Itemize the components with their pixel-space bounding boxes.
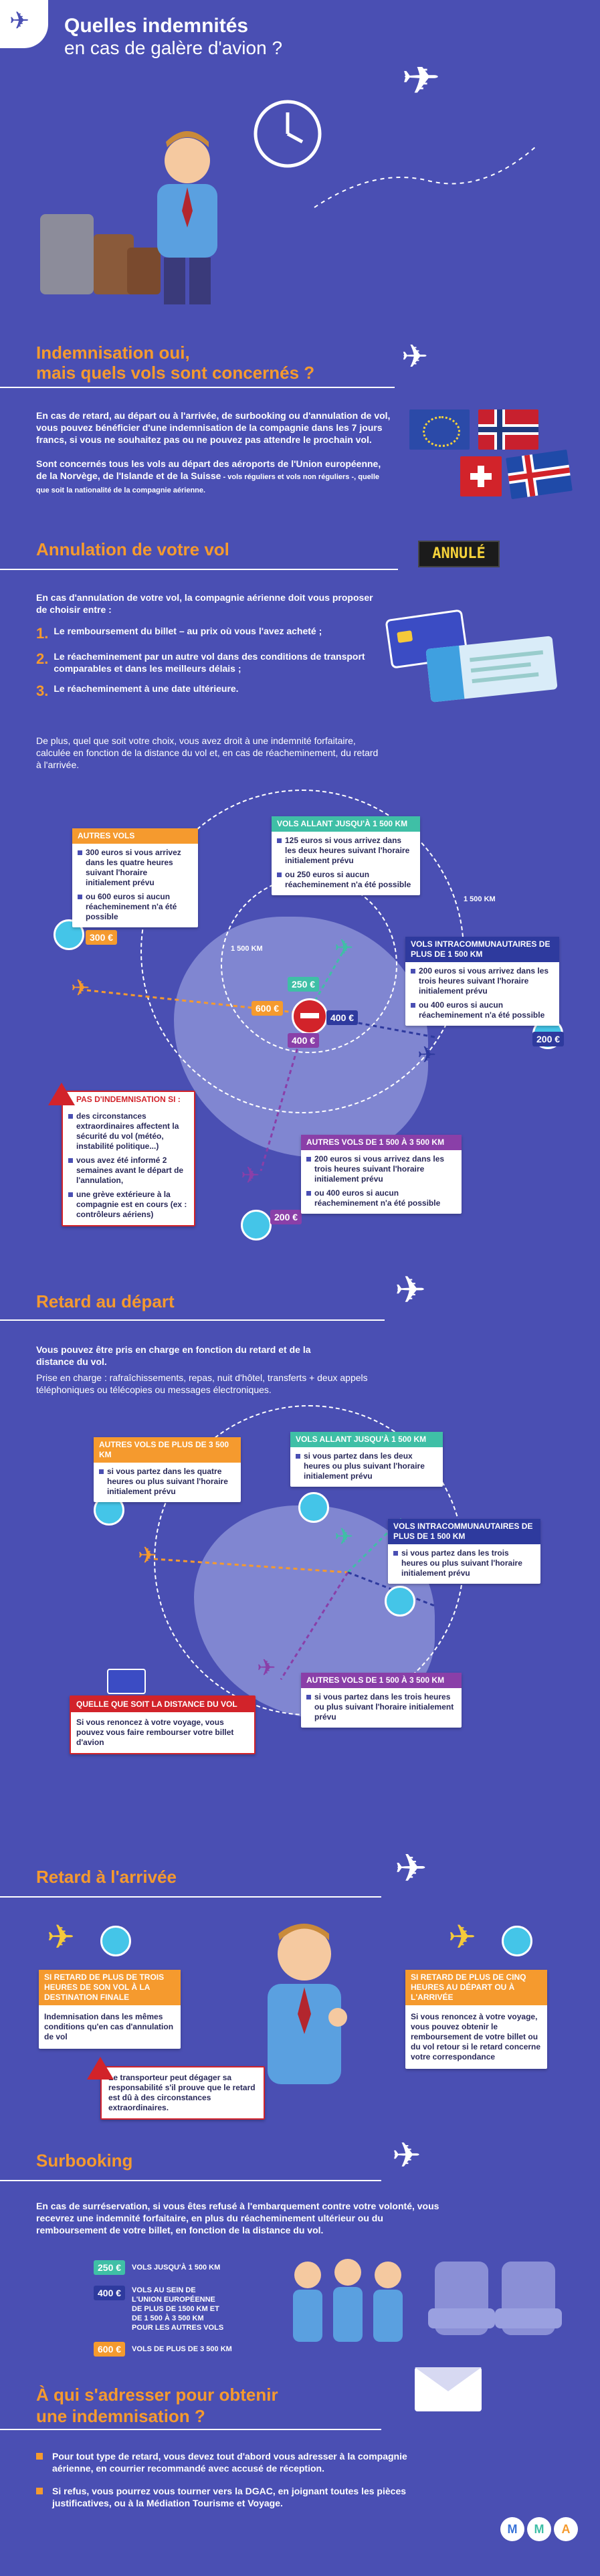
box-title: SI RETARD DE PLUS DE TROIS HEURES DE SON VOL À LA DESTINATION FINALE (39, 1970, 181, 2005)
section2-title: Annulation de votre vol (36, 539, 229, 559)
section2-outro: De plus, quel que soit votre choix, vous avez droit à une indemnité forfaitaire, calculée en fonction de la distance du vol et, en cas de réacheminement, du retard à l'arrivée. (36, 735, 379, 770)
bullet-icon (36, 2488, 43, 2494)
plane-icon: ✈ (241, 1163, 260, 1188)
norway-flag-icon (478, 409, 538, 450)
plane-icon: ✈ (448, 1918, 476, 1956)
info-box-intracommunautaires (405, 937, 559, 1026)
amount-badge: 400 € (288, 1033, 319, 1048)
plane-icon: ✈ (401, 339, 429, 375)
contact-text: Pour tout type de retard, vous devez tout d'abord vous adresser à la compagnie aérienne, en courrier recommandé avec accusé de réception. (52, 2451, 407, 2474)
plane-icon: ✈ (334, 935, 354, 961)
surbooking-row (94, 2286, 261, 2332)
header-plane-badge (0, 0, 48, 48)
page-title-line1: Quelles indemnités (64, 15, 249, 37)
box-title: SI RETARD DE PLUS DE CINQ HEURES AU DÉPART OU À L'ARRIVÉE (405, 1970, 547, 2005)
box-item: 125 euros si vous arrivez dans les deux heures suivant l'horaire initialement prévu (277, 836, 415, 866)
hero-plane-icon: ✈ (401, 67, 441, 104)
box-item: des circonstances extraordinaires affectent la sécurité du vol (météo, instabilité politique...) (68, 1111, 189, 1152)
box-item: si vous partez dans les trois heures ou plus suivant l'horaire initialement prévu (393, 1548, 535, 1578)
box-title: QUELLE QUE SOIT LA DISTANCE DU VOL (71, 1697, 254, 1712)
box-title: VOLS ALLANT JUSQU'À 1 500 KM (290, 1432, 443, 1447)
option-num: 2. (36, 650, 49, 667)
section1-para2 (36, 458, 391, 496)
eu-flag-icon (409, 409, 470, 450)
plane-icon: ✈ (47, 1918, 75, 1956)
warning-text: Le transporteur peut dégager sa responsabilité s'il prouve que le retard est dû à des circonstances extraordinaires. (108, 2073, 256, 2112)
section3-intro: Vous pouvez être pris en charge en fonction du retard et de la distance du vol. (36, 1344, 311, 1367)
km-label: 1 500 KM (231, 945, 263, 953)
option-1 (36, 625, 384, 642)
option-num: 1. (36, 625, 49, 642)
clock-icon (100, 1926, 131, 1956)
contact-item (36, 2485, 437, 2509)
row-text: VOLS AU SEIN DE L'UNION EUROPÉENNE DE PLUS DE 1500 KM ET DE 1 500 À 3 500 KM POUR LES AUTRES VOLS (132, 2286, 224, 2332)
departure-board: ANNULÉ (418, 541, 500, 567)
box-item: ou 250 euros si aucun réacheminement n'a été possible (277, 870, 415, 890)
box-text: Si vous renoncez à votre voyage, vous pouvez vous faire rembourser votre billet d'avion (76, 1718, 234, 1747)
row-text: VOLS JUSQU'À 1 500 KM (132, 2264, 221, 2272)
box-title: AUTRES VOLS DE 1 500 À 3 500 KM (301, 1135, 462, 1150)
section1-title-line1: Indemnisation oui, (36, 343, 190, 363)
section2-intro: En cas d'annulation de votre vol, la compagnie aérienne doit vous proposer de choisir entre : (36, 592, 373, 615)
amount-badge: 400 € (326, 1010, 358, 1025)
page-title-line2: en cas de galère d'avion ? (64, 37, 283, 58)
box-item: si vous partez dans les trois heures ou plus suivant l'horaire initialement prévu (306, 1692, 456, 1722)
iceland-flag-icon (506, 450, 573, 499)
section1-para1: En cas de retard, au départ ou à l'arrivée, de surbooking ou d'annulation de vol, vous pouvez bénéficier d'une indemnisation de la compagnie dans les 7 jours francs, si vous ne souhaitez pas ou ne pouvez pas attendre le prochain vol. (36, 410, 391, 445)
info-box-1500-3500km (301, 1135, 462, 1214)
section5-intro: En cas de surréservation, si vous êtes refusé à l'embarquement contre votre volonté, vous recevrez une indemnité forfaitaire, en plus du réacheminement ultérieur ou du remboursement de votre billet, en fonction de la distance du vol. (36, 2201, 439, 2235)
envelope-icon (415, 2367, 482, 2411)
amount-badge: 200 € (532, 1032, 564, 1046)
info-box-pas-indemnisation (62, 1091, 195, 1226)
amount-badge: 200 € (270, 1210, 302, 1224)
box-item: une grève extérieure à la compagnie est en cours (ex : contrôleurs aériens) (68, 1190, 189, 1220)
amount-badge: 250 € (94, 2260, 125, 2275)
clock-icon (385, 1586, 415, 1617)
suitcase-icon-3 (127, 248, 161, 294)
info-box-intracommunautaires (388, 1519, 540, 1584)
km-label: 1 500 KM (464, 895, 496, 903)
box-title: VOLS ALLANT JUSQU'À 1 500 KM (272, 816, 420, 832)
option-text: Le remboursement du billet – au prix où vous l'avez acheté ; (54, 626, 322, 636)
person-head (165, 138, 210, 183)
option-3 (36, 682, 384, 700)
section1-para2-main: Sont concernés tous les vols au départ des aéroports de l'Union européenne, de la Norvège, de l'Islande et de la Suisse (36, 458, 381, 481)
info-box-1500km (290, 1432, 443, 1487)
box-title: AUTRES VOLS (72, 828, 198, 844)
divider (0, 1319, 385, 1321)
row-text: VOLS DE PLUS DE 3 500 KM (132, 2345, 232, 2353)
switzerland-flag-icon (460, 456, 502, 496)
clock-icon (241, 1210, 272, 1240)
box-item: 300 euros si vous arrivez dans les quatre heures suivant l'horaire initialement prévu (78, 848, 193, 888)
box-title: VOLS INTRACOMMUNAUTAIRES DE PLUS DE 1 500 KM (388, 1519, 540, 1544)
logo-letter: M (527, 2517, 551, 2541)
info-box-quelle-distance (70, 1695, 256, 1754)
box-text: Si vous renoncez à votre voyage, vous pouvez obtenir le remboursement de votre billet ou du vol retour si le retard concerne votre correspondance (411, 2012, 541, 2061)
plane-icon: ✈ (395, 1269, 426, 1311)
plane-icon: ✈ (395, 1847, 427, 1890)
amount-badge: 400 € (94, 2286, 125, 2300)
option-num: 3. (36, 682, 49, 699)
info-box-autres-vols (72, 828, 198, 927)
section4-title: Retard à l'arrivée (36, 1867, 177, 1887)
info-box-retard-5h (405, 1970, 547, 2069)
box-item: ou 600 euros si aucun réacheminement n'a été possible (78, 892, 193, 922)
info-box-plus-3500km (94, 1437, 241, 1502)
option-text: Le réacheminement par un autre vol dans des conditions de transport comparables et dans les meilleurs délais ; (54, 651, 365, 674)
plane-icon: ✈ (138, 1543, 157, 1568)
plane-icon: ✈ (9, 7, 30, 34)
section6-title-line1: À qui s'adresser pour obtenir (36, 2385, 278, 2405)
logo-letter: A (554, 2517, 578, 2541)
clock-icon (298, 1492, 329, 1523)
box-item: 200 euros si vous arrivez dans les trois heures suivant l'horaire initialement prévu (411, 966, 554, 996)
contact-text: Si refus, vous pourrez vous tourner vers la DGAC, en joignant toutes les pièces justificatives, ou à la Médiation Tourisme et Voyage. (52, 2486, 407, 2508)
divider (0, 569, 398, 570)
divider (0, 2429, 381, 2430)
surbooking-table (94, 2256, 261, 2357)
amount-badge: 300 € (86, 930, 117, 945)
header (0, 0, 600, 60)
option-2 (36, 650, 384, 674)
warning-icon (48, 1083, 75, 1105)
info-box-1500-3500km (301, 1673, 462, 1728)
box-item: si vous partez dans les quatre heures ou plus suivant l'horaire initialement prévu (99, 1467, 235, 1497)
amount-badge: 250 € (288, 977, 319, 992)
plane-icon: ✈ (71, 976, 90, 1001)
box-title: AUTRES VOLS DE PLUS DE 3 500 KM (94, 1437, 241, 1463)
divider (0, 1896, 381, 1898)
section3-title: Retard au départ (36, 1291, 175, 1311)
contact-list (36, 2450, 437, 2509)
box-item: 200 euros si vous arrivez dans les trois heures suivant l'horaire initialement prévu (306, 1154, 456, 1184)
hero-svg (0, 67, 600, 308)
surbooking-row (94, 2342, 261, 2357)
info-box-retard-3h (39, 1970, 181, 2049)
contact-item (36, 2450, 437, 2474)
section1-para2-small: - vols réguliers et vols non réguliers -, quelle que soit la nationalité de la compagnie aérienne. (36, 473, 380, 494)
option-text: Le réacheminement à une date ultérieure. (54, 683, 239, 694)
warning-box (100, 2066, 265, 2120)
clock-icon (502, 1926, 532, 1956)
section1-title-line2: mais quels vols sont concernés ? (36, 363, 315, 383)
amount-badge: 600 € (94, 2342, 125, 2357)
hero-illustration (0, 67, 600, 308)
plane-icon: ✈ (257, 1655, 276, 1681)
three-people-illustration (281, 2255, 415, 2342)
mma-logo (500, 2517, 578, 2541)
plane-icon: ✈ (417, 1042, 437, 1068)
section6-title-line2: une indemnisation ? (36, 2406, 205, 2426)
box-title: AUTRES VOLS DE 1 500 À 3 500 KM (301, 1673, 462, 1688)
box-item: ou 400 euros si aucun réacheminement n'a été possible (306, 1188, 456, 1208)
box-item: si vous partez dans les deux heures ou plus suivant l'horaire initialement prévu (296, 1451, 437, 1481)
box-item: ou 400 euros si aucun réacheminement n'a été possible (411, 1000, 554, 1020)
plane-icon: ✈ (334, 1524, 354, 1550)
suitcase-icon (40, 214, 94, 294)
bullet-icon (36, 2453, 43, 2460)
seats-illustration (428, 2255, 569, 2349)
surbooking-row (94, 2256, 261, 2279)
options-list (36, 625, 384, 700)
plane-icon: ✈ (392, 2136, 421, 2175)
box-title: VOLS INTRACOMMUNAUTAIRES DE PLUS DE 1 500 KM (405, 937, 559, 962)
credit-card-icon (107, 1669, 146, 1694)
no-entry-icon (292, 998, 328, 1034)
box-text: Indemnisation dans les mêmes conditions qu'en cas d'annulation de vol (44, 2012, 174, 2041)
divider (0, 387, 395, 388)
info-box-1500km (272, 816, 420, 895)
box-item: vous avez été informé 2 semaines avant le départ de l'annulation, (68, 1156, 189, 1186)
amount-badge: 600 € (252, 1001, 283, 1016)
divider (0, 2180, 381, 2181)
box-title: PAS D'INDEMNISATION SI : (76, 1095, 181, 1104)
section5-title: Surbooking (36, 2150, 133, 2171)
warning-icon (87, 2057, 114, 2080)
section3-prise: Prise en charge : rafraîchissements, repas, nuit d'hôtel, transferts + deux appels téléphoniques ou télécopies ou messages électroniques. (36, 1372, 368, 1395)
logo-letter: M (500, 2517, 524, 2541)
